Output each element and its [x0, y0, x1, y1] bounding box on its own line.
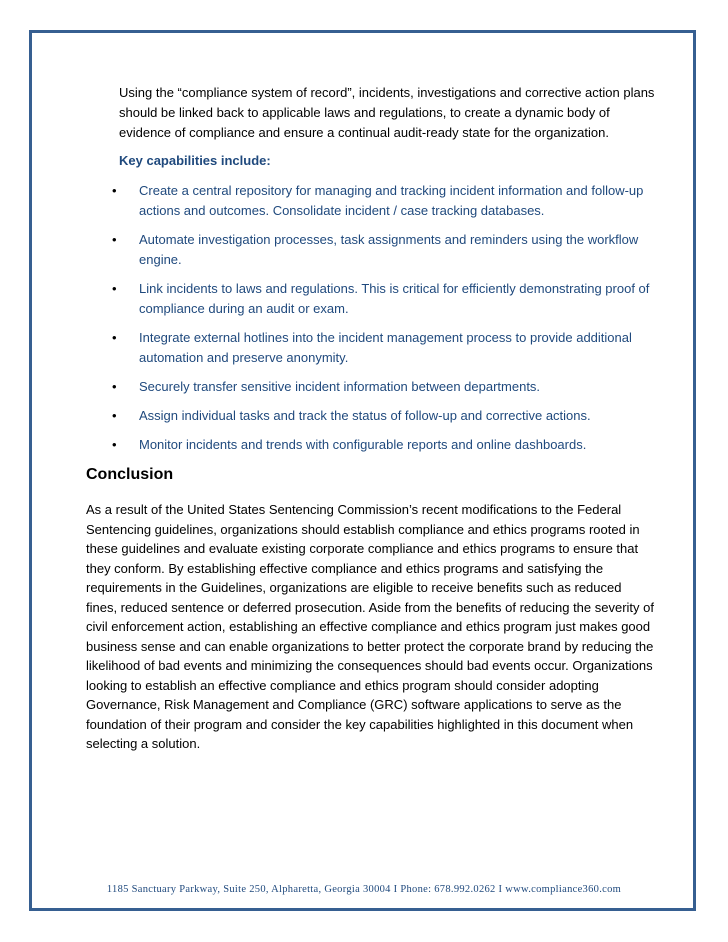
page-footer: 1185 Sanctuary Parkway, Suite 250, Alpharetta, Georgia 30004 I Phone: 678.992.0262 I www.compliance360.com — [106, 884, 622, 895]
list-item — [112, 181, 672, 221]
list-item — [112, 377, 672, 397]
list-item-text: Link incidents to laws and regulations. This is critical for efficiently demonstrating proof of compliance during an audit or exam. — [139, 281, 650, 316]
list-item — [112, 406, 672, 426]
bullet-icon: • — [112, 281, 117, 296]
bullet-icon: • — [112, 379, 117, 394]
list-item-text: Assign individual tasks and track the status of follow-up and corrective actions. — [139, 408, 591, 423]
list-item — [112, 230, 672, 270]
bullet-icon: • — [112, 437, 117, 452]
bullet-icon: • — [112, 183, 117, 198]
bullet-icon: • — [112, 330, 117, 345]
bullet-icon: • — [112, 232, 117, 247]
list-item — [112, 279, 672, 319]
bullet-icon: • — [112, 408, 117, 423]
intro-paragraph: Using the “compliance system of record”, incidents, investigations and corrective action plans should be linked back to applicable laws and regulations, to create a dynamic body of evidence of compliance and ensure a continual audit-ready state for the organization. — [119, 85, 655, 140]
list-item — [112, 435, 672, 455]
conclusion-heading: Conclusion — [86, 466, 174, 483]
list-item-text: Monitor incidents and trends with configurable reports and online dashboards. — [139, 437, 587, 452]
list-item-text: Securely transfer sensitive incident information between departments. — [139, 379, 541, 394]
list-item-text: Automate investigation processes, task assignments and reminders using the workflow engine. — [139, 232, 639, 267]
list-item-text: Integrate external hotlines into the incident management process to provide additional automation and preserve anonymity. — [139, 330, 632, 365]
list-item — [112, 328, 672, 368]
conclusion-paragraph: As a result of the United States Sentencing Commission’s recent modifications to the Federal Sentencing guidelines, organizations should establish compliance and ethics programs rooted in these guidelines and evaluate existing corporate compliance and ethics programs to ensure that they conform. By establishing effective compliance and ethics programs and satisfying the requirements in the Guidelines, organizations are eligible to receive benefits such as reduced fines, reduced sentence or deferred prosecution. Aside from the benefits of reducing the severity of civil enforcement action, establishing an effective compliance and ethics program just makes good business sense and can enable organizations to better protect the corporate brand by reducing the likelihood of bad events and minimizing the consequences should bad events occur. Organizations looking to establish an effective compliance and ethics program should consider adopting Governance, Risk Management and Compliance (GRC) software applications to serve as the foundation of their program and consider the key capabilities highlighted in this document when selecting a solution. — [86, 502, 654, 751]
list-item-text: Create a central repository for managing and tracking incident information and follow-up actions and outcomes. Consolidate incident / case tracking databases. — [139, 183, 644, 218]
capabilities-heading: Key capabilities include: — [119, 153, 271, 168]
capabilities-list — [112, 181, 672, 464]
